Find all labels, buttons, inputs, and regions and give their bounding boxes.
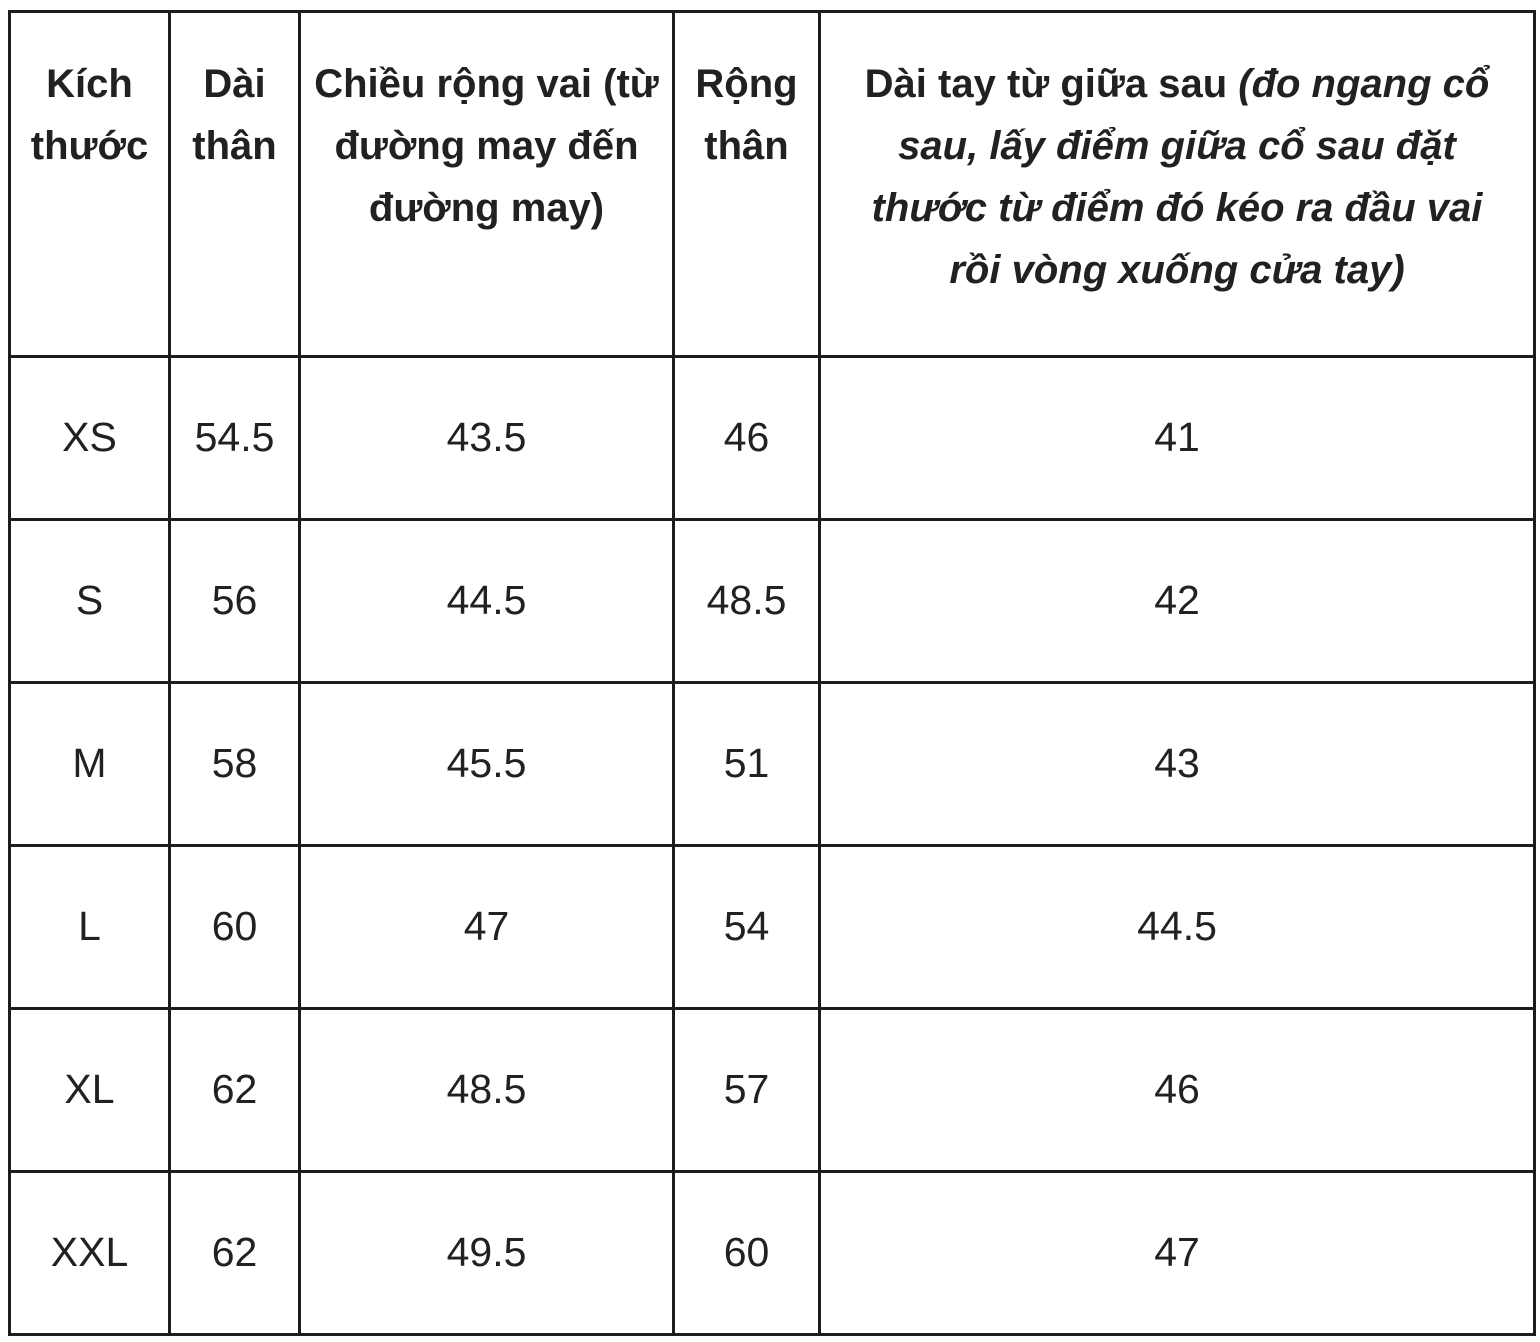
column-header-body-width-label: Rộng thân [695,62,798,168]
column-header-sleeve-length [820,12,1535,357]
body-length-cell: 62 [170,1009,300,1172]
table-row-xs [10,357,1535,520]
body-width-cell: 57 [674,1009,820,1172]
body-length-cell: 56 [170,520,300,683]
column-header-shoulder-width [300,12,674,357]
shoulder-width-cell: 49.5 [300,1172,674,1335]
size-cell: XL [10,1009,170,1172]
column-header-body-width [674,12,820,357]
table-row-s [10,520,1535,683]
body-length-cell: 60 [170,846,300,1009]
column-header-body-length [170,12,300,357]
table-row-xxl [10,1172,1535,1335]
body-width-cell: 54 [674,846,820,1009]
table-row-l [10,846,1535,1009]
column-header-sleeve-length-label: Dài tay từ giữa sau [864,62,1239,106]
sleeve-length-cell: 43 [820,683,1535,846]
table-body [10,357,1535,1335]
shoulder-width-cell: 47 [300,846,674,1009]
size-chart-table [8,10,1536,1336]
column-header-sleeve-length-note: (đo ngang cổ sau, lấy điểm giữa cổ sau đặt thước từ điểm đó kéo ra đầu vai rồi vòng xuống cửa tay) [871,62,1490,292]
body-width-cell: 46 [674,357,820,520]
table-header-row [10,12,1535,357]
size-cell: XXL [10,1172,170,1335]
shoulder-width-cell: 45.5 [300,683,674,846]
body-length-cell: 54.5 [170,357,300,520]
column-header-size [10,12,170,357]
size-cell: S [10,520,170,683]
sleeve-length-cell: 46 [820,1009,1535,1172]
body-width-cell: 48.5 [674,520,820,683]
sleeve-length-cell: 44.5 [820,846,1535,1009]
body-width-cell: 60 [674,1172,820,1335]
sleeve-length-cell: 42 [820,520,1535,683]
column-header-size-label: Kích thước [30,62,149,168]
size-cell: M [10,683,170,846]
shoulder-width-cell: 43.5 [300,357,674,520]
shoulder-width-cell: 48.5 [300,1009,674,1172]
column-header-body-length-label: Dài thân [192,62,277,168]
body-width-cell: 51 [674,683,820,846]
size-cell: XS [10,357,170,520]
size-cell: L [10,846,170,1009]
shoulder-width-cell: 44.5 [300,520,674,683]
table-row-m [10,683,1535,846]
body-length-cell: 58 [170,683,300,846]
body-length-cell: 62 [170,1172,300,1335]
sleeve-length-cell: 41 [820,357,1535,520]
table-row-xl [10,1009,1535,1172]
column-header-shoulder-width-label: Chiều rộng vai (từ đường may đến đường may) [314,62,659,230]
sleeve-length-cell: 47 [820,1172,1535,1335]
